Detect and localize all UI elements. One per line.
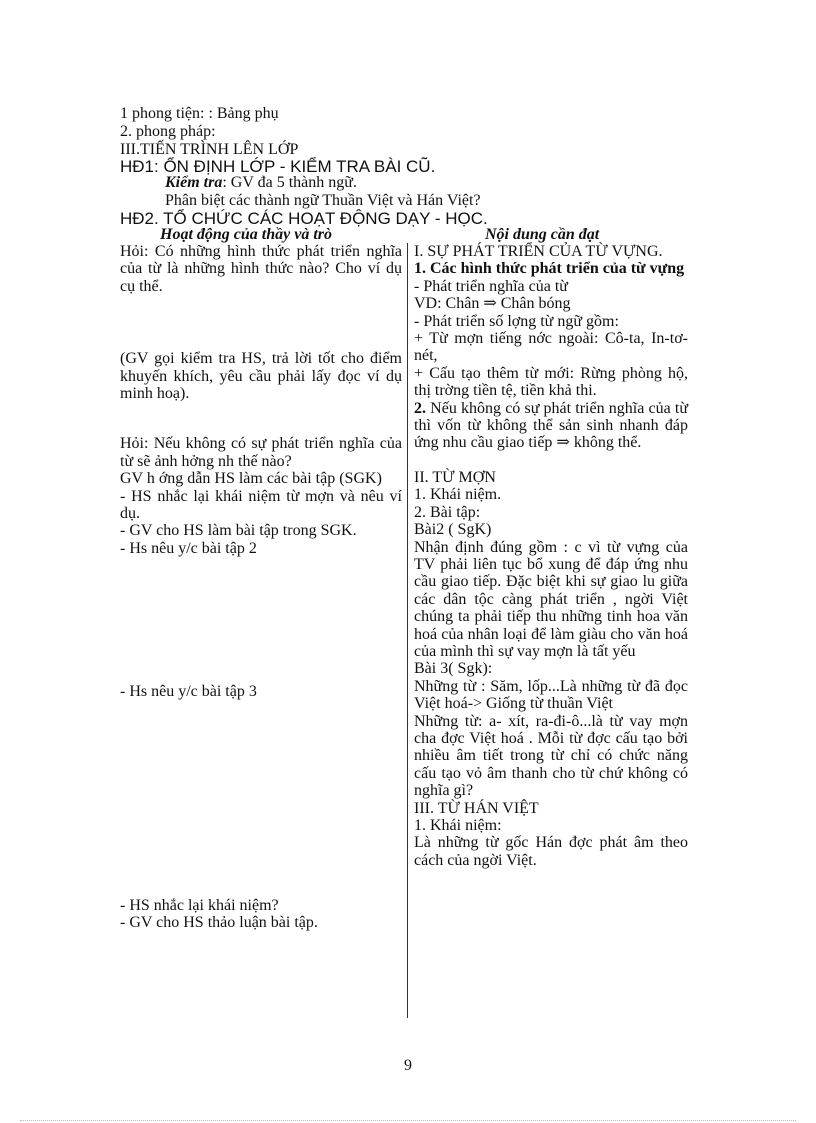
right-s2-6: Những từ : Săm, lốp...Là những từ đã đọc Việt hoá-> Giống từ thuần Việt xyxy=(414,677,688,713)
right-sub-1: 1. Các hình thức phát triển của từ vựng xyxy=(414,260,685,278)
check-label: Kiểm tra xyxy=(165,174,223,191)
left-question-1: Hỏi: Có những hình thức phát triển nghĩa của từ là những hình thức nào? Cho ví dụ cụ thể. xyxy=(120,243,402,295)
example-text: VD: Chân xyxy=(414,295,484,313)
left-gv-note: (GV gọi kiểm tra HS, trả lời tốt cho điểm khuyến khích, yêu cầu phải lấy đọc ví dụ minh hoạ). xyxy=(120,350,402,403)
left-gv-1: - GV cho HS làm bài tập trong SGK. xyxy=(120,522,357,540)
left-gv-guide: GV h ớng dẫn HS làm các bài tập (SGK) xyxy=(120,470,382,488)
right-s2-1: 1. Khái niệm. xyxy=(414,486,502,504)
column-head-left: Hoạt động của thầy và trò xyxy=(160,226,333,243)
spacer xyxy=(120,701,402,897)
right-s2-2: 2. Bài tập: xyxy=(414,503,481,521)
item-text: Nếu không có sự phát triển nghĩa của từ thì vốn từ không thể sản sinh nhanh đáp ứng nhu cầu giao tiếp xyxy=(414,399,688,452)
left-hs-1: - HS nhắc lại khái niệm từ mợn và nêu ví dụ. xyxy=(120,487,402,523)
check-line xyxy=(165,174,357,192)
spacer xyxy=(414,452,688,469)
right-line-2 xyxy=(414,295,688,312)
left-column xyxy=(120,243,402,932)
right-s2-7: Những từ: a- xít, ra-đi-ô...là từ vay mợn cha đợc Việt hoá . Mỗi từ đợc cấu tạo bởi nhiều âm tiết trong từ chỉ có chức năng cấu tạo vỏ âm thanh cho từ chứ không có nghĩa gì? xyxy=(414,712,688,800)
right-line-6 xyxy=(414,400,688,452)
spacer xyxy=(120,295,402,350)
header-line-method: 2. phong pháp: xyxy=(120,123,216,140)
right-section-2: II. TỪ MỢN xyxy=(414,468,496,486)
right-line-1: - Phát triển nghĩa của từ xyxy=(414,277,568,295)
right-column xyxy=(414,243,688,869)
spacer xyxy=(120,402,402,435)
section-heading-process: III.TIẾN TRÌNH LÊN LỚP xyxy=(120,141,299,158)
arrow-right-icon: ⇒ xyxy=(483,295,497,313)
right-s2-3: Bài2 ( SgK) xyxy=(414,521,492,539)
arrow-right-icon: ⇒ xyxy=(556,434,570,452)
right-s3-1: 1. Khái niệm: xyxy=(414,817,502,834)
item-number: 2. xyxy=(414,399,426,417)
check-question: Phân biệt các thành ngữ Thuần Việt và Hán Việt? xyxy=(165,192,481,209)
right-section-3: III. TỪ HÁN VIỆT xyxy=(414,799,539,817)
column-divider xyxy=(407,243,408,1018)
left-hs-3: - Hs nêu y/c bài tập 3 xyxy=(120,683,257,701)
right-line-3: - Phát triển số lợng từ ngữ gồm: xyxy=(414,312,619,330)
bottom-dotted-rule xyxy=(20,1120,796,1121)
example-result: Chân bóng xyxy=(496,295,571,313)
right-line-5: + Cấu tạo thêm từ mới: Rừng phòng hộ, thị trờng tiền tệ, tiền khả thi. xyxy=(414,364,688,400)
header-line-means: 1 phong tiện: : Bảng phụ xyxy=(120,105,279,122)
check-text: : GV đa 5 thành ngữ. xyxy=(222,174,357,191)
left-question-2: Hỏi: Nếu không có sự phát triển nghĩa của từ sẽ ảnh hởng nh thế nào? xyxy=(120,435,402,470)
left-hs-2: - Hs nêu y/c bài tập 2 xyxy=(120,539,257,557)
activity-heading-1: HĐ1: ỔN ĐỊNH LỚP - KIỂM TRA BÀI CŨ. xyxy=(120,157,436,176)
right-s3-2: Là những từ gốc Hán đợc phát âm theo cách của ngời Việt. xyxy=(414,834,688,869)
right-s2-4: Nhận định đúng gồm : c vì từ vựng của TV phải liên tục bổ xung để đáp ứng nhu cầu giao tiếp. Đặc biệt khi sự giao lu giữa các dân tộc càng phát triển , ngời Việt chúng ta phải tiếp thu những tinh hoa văn hoá của nhân loại để làm giàu cho văn hoá của mình thì sự vay mợn là tất yếu xyxy=(414,538,688,660)
spacer xyxy=(120,557,402,683)
right-section-1: I. SỰ PHÁT TRIỂN CỦA TỪ VỰNG. xyxy=(414,243,663,260)
activity-heading-2: HĐ2. TỔ CHỨC CÁC HOẠT ĐỘNG DẠY - HỌC. xyxy=(120,209,488,228)
column-head-right: Nội dung cần đạt xyxy=(485,226,600,243)
left-hs-4: - HS nhắc lại khái niệm? xyxy=(120,896,279,914)
right-s2-5: Bài 3( Sgk): xyxy=(414,660,493,678)
right-line-4: + Từ mợn tiếng nớc ngoài: Cô-ta, In-tơ- nét, xyxy=(414,330,688,365)
item-end: không thể. xyxy=(569,434,642,452)
page-number: 9 xyxy=(404,1057,412,1074)
left-gv-2: - GV cho HS thảo luận bài tập. xyxy=(120,914,318,932)
